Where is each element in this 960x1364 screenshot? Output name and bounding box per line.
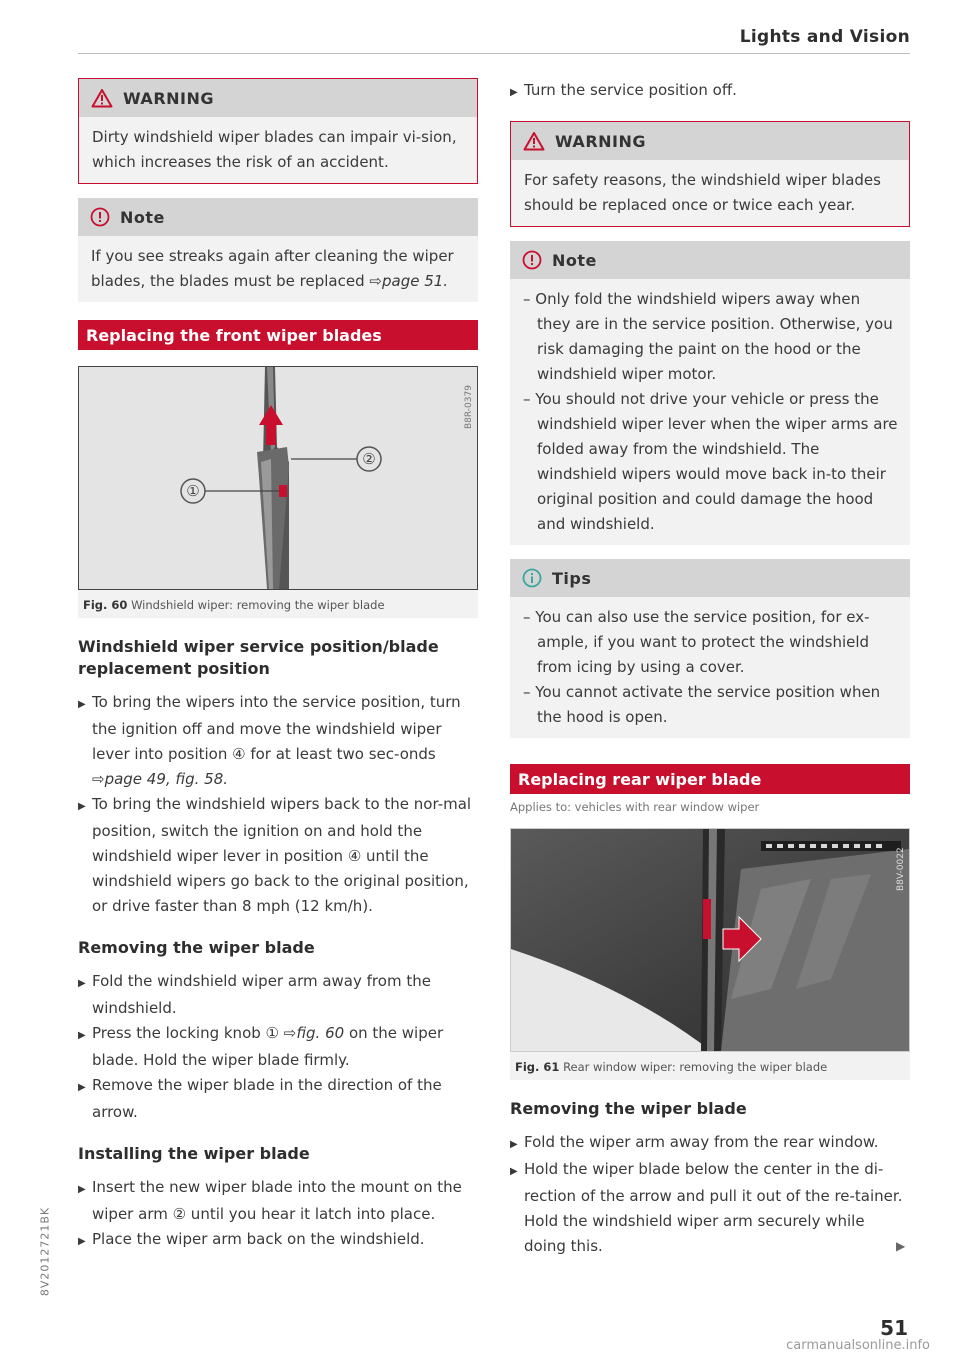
note-box-right	[510, 241, 910, 545]
service-step-2: ▶ To bring the windshield wipers back to the nor-mal position, switch the ignition on and hold the windshield wiper lever in position ④ until the windshield wipers go back to the original position, or drive faster than 8 mph (12 km/h).	[78, 795, 472, 915]
service-position-title: Windshield wiper service position/blade replacement position	[78, 637, 439, 678]
warning-text: Dirty windshield wiper blades can impair vi-sion, which increases the risk of an accident.	[92, 128, 457, 171]
note-header	[78, 198, 478, 236]
note-item-1: – Only fold the windshield wipers away when they are in the service position. Otherwise, you risk damaging the paint on the hood or the windshield wiper motor.	[523, 290, 893, 383]
tips-box	[510, 559, 910, 738]
note-title-right: Note	[552, 250, 597, 270]
header-rule	[78, 53, 910, 54]
figure-61-image	[510, 828, 910, 1052]
warning-header	[79, 79, 477, 117]
figure-60	[78, 366, 478, 618]
warning-title-right: WARNING	[555, 131, 646, 151]
removing-step-2: ▶ Press the locking knob ① ⇨fig. 60 on the wiper blade. Hold the wiper blade firmly.	[78, 1024, 444, 1069]
note-ref: ⇨page 51.	[369, 272, 449, 290]
note-body	[78, 236, 478, 302]
figure-61-code: B8V-0022	[896, 847, 906, 891]
rear-wiper-illustration	[511, 829, 909, 1051]
figure-60-caption-text: Windshield wiper: removing the wiper blade	[131, 598, 385, 612]
figure-60-code: B8R-0379	[464, 385, 474, 429]
side-doc-code: 8V2012721BK	[38, 1206, 52, 1297]
applies-to: Applies to: vehicles with rear window wiper	[510, 800, 760, 814]
warning-title: WARNING	[123, 88, 214, 108]
figure-60-number: Fig. 60	[83, 598, 128, 612]
note-body-right	[510, 279, 910, 545]
note-title: Note	[120, 207, 165, 227]
figure-61-number: Fig. 61	[515, 1060, 560, 1074]
service-step-1: ▶ To bring the wipers into the service position, turn the ignition off and move the windshield wiper lever into position ④ for at least two sec-onds ⇨page 49, fig. 58.	[78, 693, 461, 788]
figure-61-caption	[510, 1052, 910, 1080]
tips-body	[510, 597, 910, 738]
warning-text-right: For safety reasons, the windshield wiper blades should be replaced once or twice each year.	[524, 171, 881, 214]
removing-step-3: ▶ Remove the wiper blade in the direction of the arrow.	[78, 1076, 442, 1121]
service-step-1-ref: ⇨page 49, fig. 58.	[92, 770, 229, 788]
removing-title-right: Removing the wiper blade	[510, 1099, 747, 1118]
figure-60-image	[78, 366, 478, 590]
right-column	[510, 78, 910, 1259]
rear-wiper-heading: Replacing rear wiper blade	[510, 764, 910, 794]
removing-step-1: ▶ Fold the windshield wiper arm away from the windshield.	[78, 972, 431, 1017]
warning-box	[78, 78, 478, 184]
wiper-blade-illustration	[79, 367, 477, 589]
service-off-step: ▶ Turn the service position off.	[510, 81, 737, 99]
info-icon	[522, 568, 542, 588]
warning-triangle-icon	[91, 88, 113, 108]
tips-item-2: – You cannot activate the service position when the hood is open.	[523, 683, 881, 726]
warning-triangle-icon	[523, 131, 545, 151]
callout-1: ①	[186, 482, 200, 500]
callout-2: ②	[362, 450, 376, 468]
figure-61	[510, 828, 910, 1080]
figure-60-caption	[78, 590, 478, 618]
figure-61-caption-text: Rear window wiper: removing the wiper blade	[563, 1060, 828, 1074]
tips-item-1: – You can also use the service position, for ex-ample, if you want to protect the windshield from icing by using a cover.	[523, 608, 870, 676]
note-box	[78, 198, 478, 302]
tips-title: Tips	[552, 568, 592, 588]
tips-header	[510, 559, 910, 597]
front-wiper-heading: Replacing the front wiper blades	[78, 320, 478, 350]
installing-title: Installing the wiper blade	[78, 1144, 310, 1163]
note-exclamation-icon	[522, 250, 542, 270]
removing-title-left: Removing the wiper blade	[78, 938, 315, 957]
note-exclamation-icon	[90, 207, 110, 227]
warning-header-right	[511, 122, 909, 160]
left-column	[78, 78, 478, 1254]
removing-step-2-ref: ⇨fig. 60	[283, 1024, 345, 1042]
installing-step-1: ▶ Insert the new wiper blade into the mount on the wiper arm ② until you hear it latch into place.	[78, 1178, 462, 1223]
note-header-right	[510, 241, 910, 279]
section-title: Lights and Vision	[739, 27, 910, 47]
rear-removing-step-2: ▶ Hold the wiper blade below the center in the di-rection of the arrow and pull it out of the re-tainer. Hold the windshield wiper arm securely while doing this. ▶	[510, 1160, 906, 1255]
installing-step-2: ▶ Place the wiper arm back on the windshield.	[78, 1230, 425, 1248]
watermark: carmanualsonline.info	[786, 1338, 930, 1353]
note-text: If you see streaks again after cleaning the wiper blades, the blades must be replaced	[91, 247, 454, 290]
warning-box-right	[510, 121, 910, 227]
page-number: 51	[880, 1316, 908, 1340]
note-item-2: – You should not drive your vehicle or press the windshield wiper lever when the wiper arms are folded away from the windshield. The windshield wipers would move back in-to their original position and could damage the hood and windshield.	[523, 390, 898, 533]
rear-removing-step-1: ▶ Fold the wiper arm away from the rear window.	[510, 1133, 879, 1151]
